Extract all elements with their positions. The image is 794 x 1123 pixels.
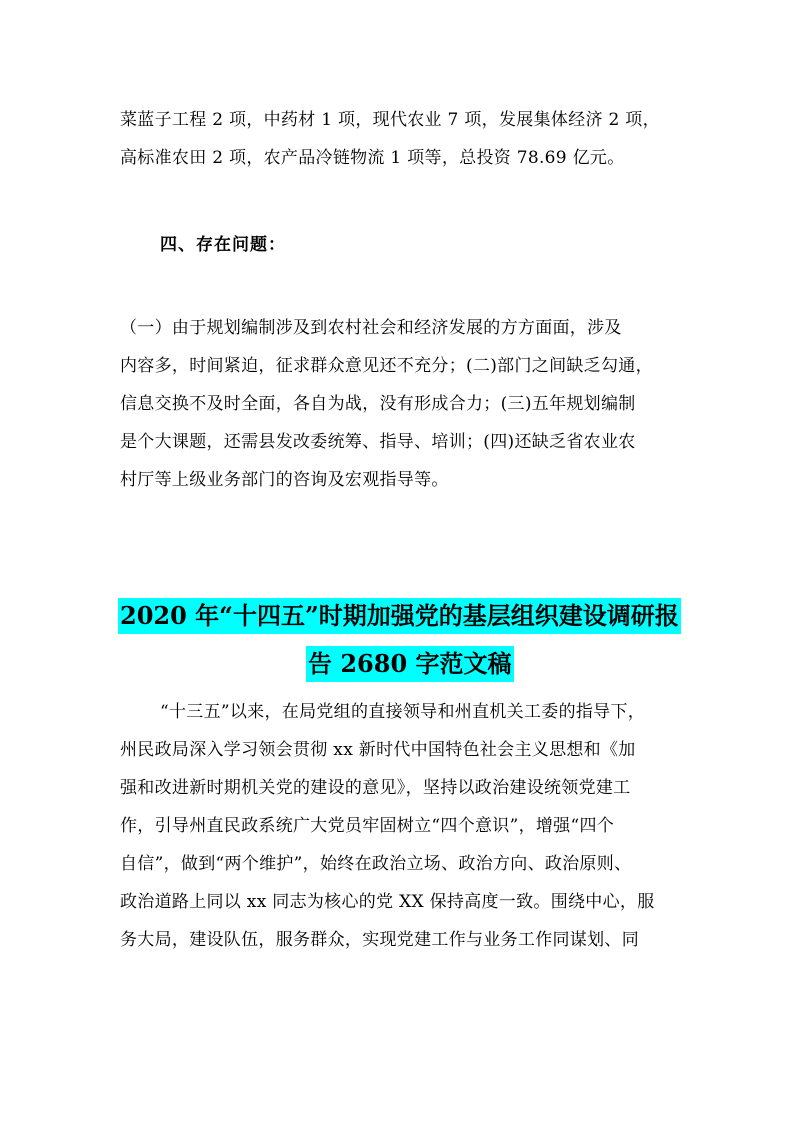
paragraph-line: 强和改进新时期机关党的建设的意见》，坚持以政治建设统领党建工 <box>120 778 631 798</box>
paragraph-line: “十三五”以来，在局党组的直接领导和州直机关工委的指导下， <box>160 702 646 722</box>
paragraph-line: 州民政局深入学习领会贯彻 xx 新时代中国特色社会主义思想和《加 <box>120 740 636 760</box>
section-heading: 四、存在问题： <box>160 235 286 255</box>
paragraph-line: 内容多，时间紧迫，征求群众意见还不充分；(二)部门之间缺乏勾通， <box>120 356 653 376</box>
paragraph-line: 高标准农田 2 项，农产品冷链物流 1 项等，总投资 78.69 亿元。 <box>120 148 625 168</box>
paragraph-line: 务大局，建设队伍，服务群众，实现党建工作与业务工作同谋划、同 <box>120 930 639 950</box>
paragraph-line: 菜蓝子工程 2 项，中药材 1 项，现代农业 7 项，发展集体经济 2 项， <box>120 110 660 130</box>
article-title-line-2: 告 2680 字范文稿 <box>306 646 514 682</box>
paragraph-line: 作，引导州直民政系统广大党员牢固树立“四个意识”，增强“四个 <box>120 816 615 836</box>
paragraph-line: 自信”，做到“两个维护”，始终在政治立场、政治方向、政治原则、 <box>120 854 632 874</box>
paragraph-line: 政治道路上同以 xx 同志为核心的党 XX 保持高度一致。围绕中心，服 <box>120 892 655 912</box>
paragraph-line: 村厅等上级业务部门的咨询及宏观指导等。 <box>120 470 449 490</box>
paragraph-line: 是个大课题，还需县发改委统筹、指导、培训；(四)还缺乏省农业农 <box>120 432 636 452</box>
paragraph-line: （一）由于规划编制涉及到农村社会和经济发展的方方面面，涉及 <box>120 318 622 338</box>
paragraph-line: 信息交换不及时全面，各自为战，没有形成合力；(三)五年规划编制 <box>120 394 636 414</box>
article-title-line-1: 2020 年“十四五”时期加强党的基层组织建设调研报 <box>118 598 681 634</box>
